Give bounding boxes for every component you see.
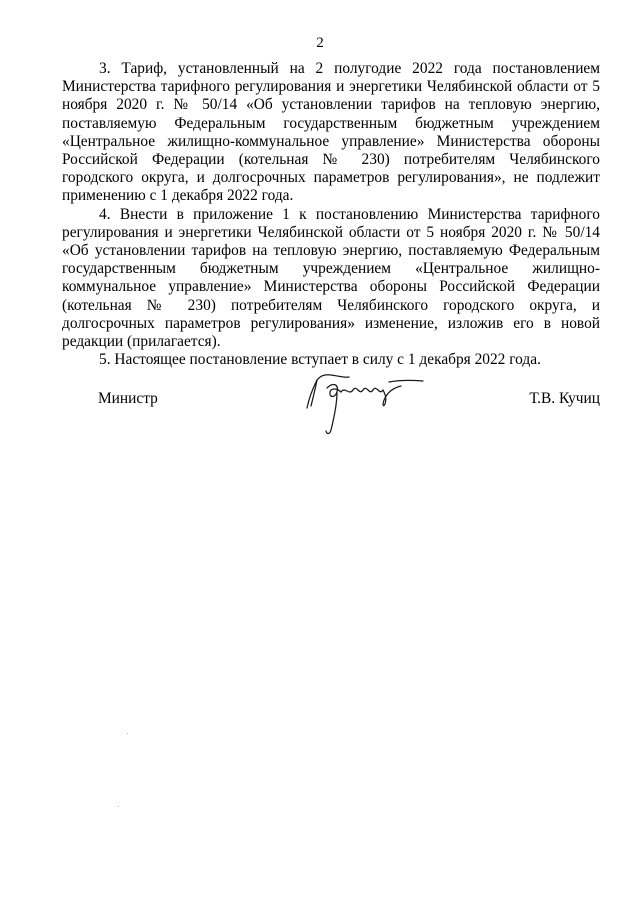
signature-block <box>62 382 600 452</box>
paragraph-3: 3. Тариф, установленный на 2 полугодие 2022 года постановлением Министерства тарифного регулирования и энергетики Челябинской области от 5 ноября 2020 г. № 50/14 «Об установлении тарифов на тепловую энергию, поставляемую Федеральным государственным бюджетным учреждением «Центральное жилищно-коммунальное управление» Министерства обороны Российской Федерации (котельная № 230) потребителям Челябинского городского округа, и долгосрочных параметров регулирования», не подлежит применению с 1 декабря 2022 года. <box>62 60 600 205</box>
signatory-title: Министр <box>98 390 158 407</box>
scan-speck <box>127 733 128 734</box>
paragraph-5: 5. Настоящее постановление вступает в силу с 1 декабря 2022 года. <box>99 351 541 369</box>
paragraph-4: 4. Внести в приложение 1 к постановлению Министерства тарифного регулирования и энергетики Челябинской области от 5 ноября 2020 г. № 50/14 «Об установлении тарифов на тепловую энергию, поставляемую Федеральным государственным бюджетным учреждением «Центральное жилищно-коммунальное управление» Министерства обороны Российской Федерации (котельная № 230) потребителям Челябинского городского округа, и долгосрочных параметров регулирования» изменение, изложив его в новой редакции (прилагается). <box>62 205 600 351</box>
signatory-name: Т.В. Кучиц <box>529 390 600 407</box>
document-body <box>62 60 600 369</box>
scan-speck <box>118 806 119 807</box>
handwritten-signature <box>287 368 447 440</box>
page-number: 2 <box>316 35 324 51</box>
